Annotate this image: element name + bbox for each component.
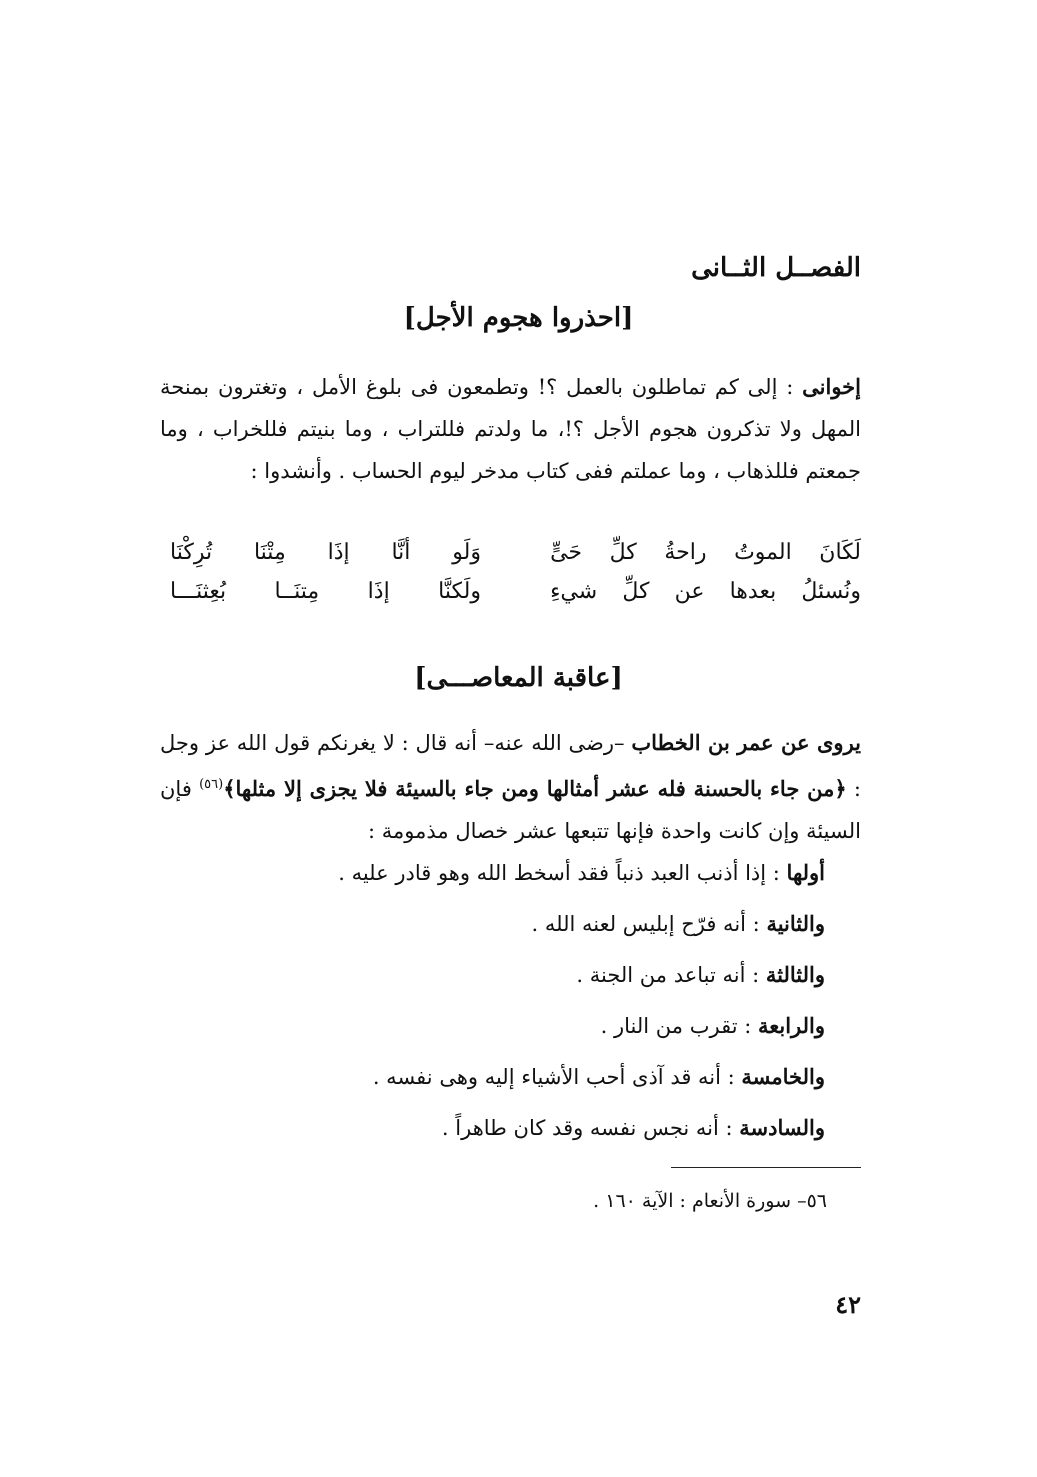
- paragraph-lead: إخوانى: [802, 374, 861, 399]
- paragraph-text: : إلى كم تماطلون بالعمل ؟! وتطمعون فى بلوغ الأمل ، وتغترون بمنحة المهل ولا تذكرون هجوم الأجل ؟!، ما ولدتم فللتراب ، وما بنيتم فللخراب ، وما جمعتم فللذهاب ، وما عملتم ففى كتاب مدخر ليوم الحساب . وأنشدوا :: [160, 375, 861, 483]
- narration-paragraph: [160, 722, 861, 852]
- list-item-label: أولها: [786, 860, 825, 885]
- list-item-label: والسادسة: [739, 1115, 825, 1140]
- list-item-label: والثالثة: [765, 962, 825, 987]
- list-item-text: : أنه نجس نفسه وقد كان طاهراً .: [441, 1116, 740, 1140]
- footnote-reference: (٥٦): [199, 777, 224, 792]
- list-item-text: : أنه قد آذى أحب الأشياء إليه وهى نفسه .: [372, 1065, 742, 1089]
- list-item-text: : أنه فرّح إبليس لعنه الله .: [531, 912, 767, 936]
- chapter-title: الفصــل الثــانى: [691, 253, 861, 283]
- poem-line-2-first-hemistich: ونُسئلُ بعدها عن كلِّ شيءِ: [550, 579, 861, 604]
- poem-line-2-second-hemistich: ولَكنَّا إذَا مِتنَــا بُعِثنَـــا: [170, 579, 481, 604]
- section-heading-consequence-of-sins: [عاقبة المعاصـــى]: [414, 663, 623, 693]
- list-item-text: : إذا أذنب العبد ذنباً فقد أسخط الله وهو قادر عليه .: [338, 861, 787, 885]
- narration-text-before-quote: –رضى الله عنه– أنه قال : لا يغرنكم قول الله عز وجل :: [160, 731, 861, 801]
- poem-line-2: [170, 572, 861, 612]
- page-number: ٤٢: [835, 1290, 861, 1319]
- list-item: [338, 955, 825, 1006]
- footnote-divider: [671, 1167, 861, 1168]
- consequences-list: [338, 853, 825, 1159]
- list-item-text: : تقرب من النار .: [600, 1014, 758, 1038]
- quran-quote: ﴿من جاء بالحسنة فله عشر أمثالها ومن جاء بالسيئة فلا يجزى إلا مثلها﴾: [223, 776, 847, 801]
- poem-line-1-second-hemistich: وَلَو أنَّا إذَا مِتْنَا تُرِكْنَا: [170, 540, 481, 565]
- poem-line-1-first-hemistich: لَكَانَ الموتُ راحةُ كلِّ حَىٍّ: [550, 540, 861, 565]
- intro-paragraph: [160, 366, 861, 492]
- list-item-text: : أنه تباعد من الجنة .: [576, 963, 766, 987]
- footnote: ٥٦– سورة الأنعام : الآية ١٦٠ .: [593, 1190, 827, 1212]
- poem-line-1: [170, 533, 861, 573]
- list-item: [338, 1006, 825, 1057]
- list-item-label: والخامسة: [741, 1064, 825, 1089]
- list-item-label: والرابعة: [757, 1013, 825, 1038]
- list-item: [338, 904, 825, 955]
- list-item: [338, 853, 825, 904]
- list-item: [338, 1108, 825, 1159]
- narrator-name: يروى عن عمر بن الخطاب: [631, 730, 862, 755]
- section-heading-beware-of-death: [احذروا هجوم الأجل]: [403, 303, 634, 333]
- list-item-label: والثانية: [766, 911, 825, 936]
- list-item: [338, 1057, 825, 1108]
- narration-text-after-quote: فإن السيئة وإن كانت واحدة فإنها تتبعها عشر خصال مذمومة :: [160, 777, 861, 843]
